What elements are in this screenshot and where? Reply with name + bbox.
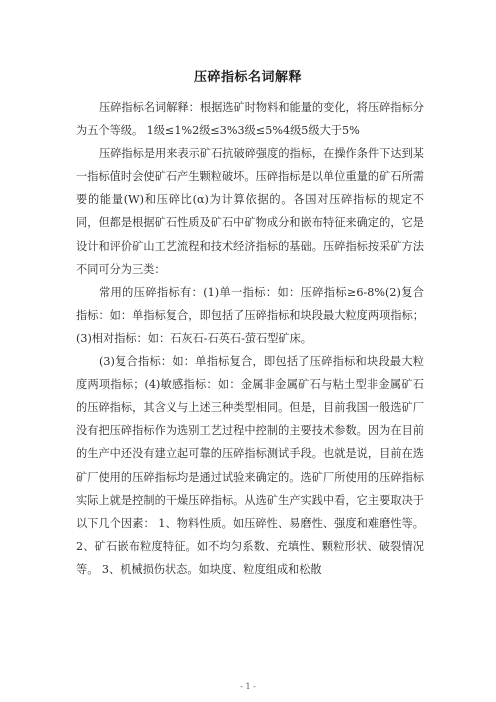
paragraph-2: 压碎指标是用来表示矿石抗破碎强度的指标，在操作条件下达到某一指标值时会使矿石产生颗粒破坏。压碎指标是以单位重量的矿石所需要的能量(W)和压碎比(α)为计算依据的。各国对压碎指标的规定不同，但都是根据矿石性质及矿石中矿物成分和嵌布特征来确定的，它是设计和评价矿山工艺流程和技术经济指标的基础。压碎指标按采矿方法不同可分为三类： xyxy=(76,147,424,276)
paragraph-1: 压碎指标名词解释：根据选矿时物料和能量的变化，将压碎指标分为五个等级。 1级≤1%2级≤3%3级≤5%4级5级大于5% xyxy=(76,101,424,138)
document-title: 压碎指标名词解释 xyxy=(193,70,302,85)
page-number: - 1 - xyxy=(240,682,256,691)
paragraph-3: 常用的压碎指标有：(1)单一指标：如：压碎指标≥6-8%(2)复合指标：如：单指标复合，即包括了压碎指标和块段最大粒度两项指标；(3)相对指标：如：石灰石-石英石-萤石型矿床。 xyxy=(76,285,424,345)
document-body xyxy=(76,96,424,581)
paragraph-4: (3)复合指标：如：单指标复合，即包括了压碎指标和块段最大粒度两项指标；(4)敏感指标：如：金属非金属矿石与粘土型非金属矿石的压碎指标，其含义与上述三种类型相同。但是，目前我国一般选矿厂没有把压碎指标作为选别工艺过程中控制的主要技术参数。因为在目前的生产中还没有建立起可靠的压碎指标测试手段。也就是说，目前在选矿厂使用的压碎指标均是通过试验来确定的。选矿厂所使用的压碎指标实际上就是控制的干燥压碎指标。从选矿生产实践中看，它主要取决于以下几个因素： 1、物料性质。如压碎性、易磨性、强度和难磨性等。 2、矿石嵌布粒度特征。如不均匀系数、充填性、颗粒形状、破裂情况等。 3、机械损伤状态。如块度、粒度组成和松散 xyxy=(76,355,424,576)
